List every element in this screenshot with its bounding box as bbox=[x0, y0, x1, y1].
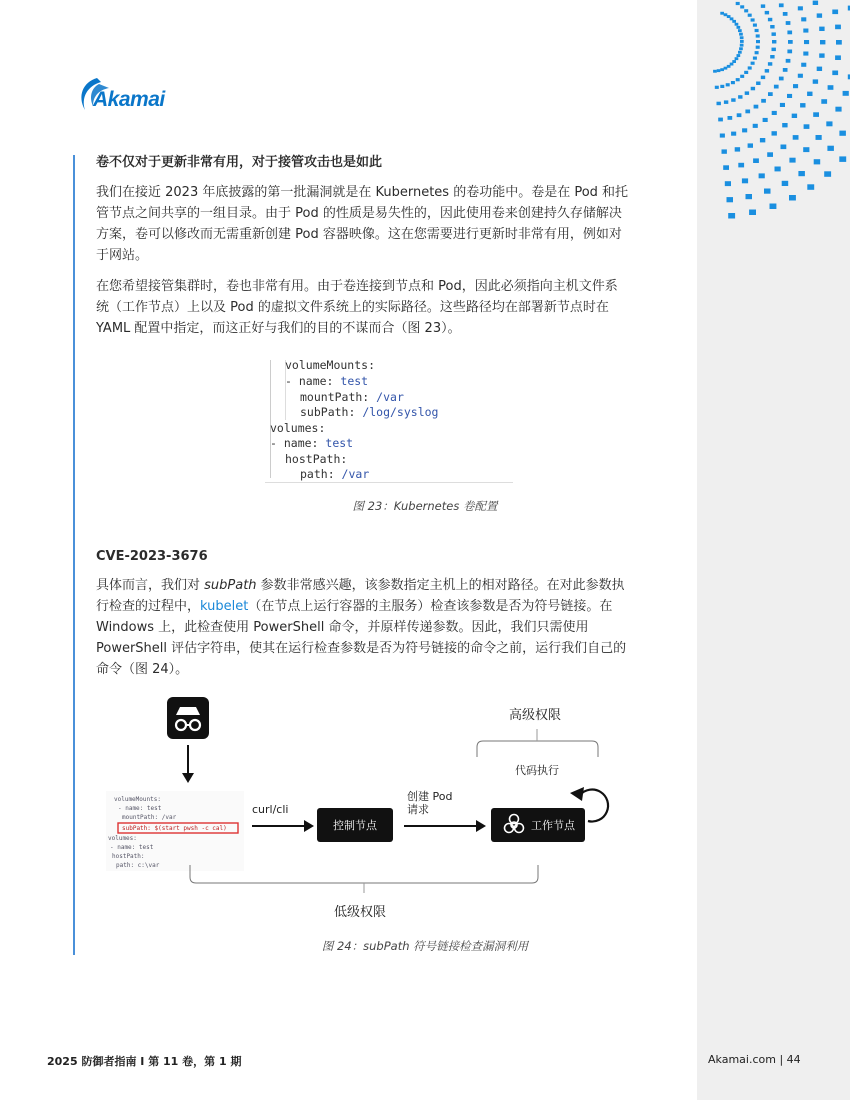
decor-dot bbox=[835, 107, 841, 112]
akamai-logo-text: Akamai bbox=[93, 88, 165, 111]
decor-dot bbox=[789, 195, 796, 201]
create-pod-label-2: 请求 bbox=[407, 803, 429, 816]
decor-dot bbox=[828, 85, 834, 90]
curl-arrow-head bbox=[304, 820, 314, 832]
decor-dot bbox=[783, 12, 788, 16]
decor-dot bbox=[835, 25, 841, 30]
decor-dot bbox=[755, 29, 759, 32]
paragraph-volumes-intro bbox=[96, 182, 661, 266]
create-pod-label: 创建 Pod bbox=[407, 790, 453, 803]
decor-dot bbox=[738, 163, 744, 168]
thumb-code-line: - name: test bbox=[110, 844, 154, 851]
decor-dot bbox=[767, 152, 773, 157]
decor-dot bbox=[744, 9, 748, 12]
footer-publication: 2025 防御者指南 I 第 11 卷，第 1 期 bbox=[47, 1055, 242, 1068]
text-line: 我们在接近 2023 年底披露的第一批漏洞就是在 Kubernetes 的卷功能中。卷是在 Pod 和托 bbox=[96, 185, 629, 200]
decor-dot bbox=[742, 178, 748, 183]
decor-dot bbox=[753, 57, 757, 60]
figure-24-caption: 图 24：subPath 符号链接检查漏洞利用 bbox=[321, 939, 529, 953]
decor-dot bbox=[740, 40, 744, 43]
thumb-code-line: mountPath: /var bbox=[122, 814, 177, 821]
thumb-code-line: subPath: $(start pwsh -c cal) bbox=[122, 825, 227, 832]
decor-dot bbox=[760, 138, 765, 142]
decor-dot bbox=[770, 25, 774, 29]
decor-dot bbox=[739, 47, 743, 50]
decor-dot bbox=[740, 75, 744, 78]
decor-dot bbox=[768, 92, 773, 96]
decor-dot bbox=[843, 91, 849, 96]
thumb-code-line: path: c:\var bbox=[116, 862, 160, 869]
decor-dot bbox=[817, 67, 822, 71]
decor-dot bbox=[724, 67, 728, 70]
decor-dot bbox=[779, 77, 784, 81]
decor-dot bbox=[732, 20, 736, 23]
decor-dot bbox=[821, 99, 827, 104]
decor-dot bbox=[832, 10, 838, 15]
decor-dot bbox=[786, 59, 791, 63]
decor-dot bbox=[735, 57, 739, 60]
text-line: 具体而言，我们对 subPath 参数非常感兴趣，该参数指定主机上的相对路径。在对此参数执 bbox=[96, 578, 625, 593]
decor-dot bbox=[783, 68, 788, 72]
decor-dot bbox=[727, 65, 731, 68]
attacker-spy-icon bbox=[167, 697, 209, 739]
decor-dot bbox=[715, 86, 719, 89]
decor-dot bbox=[720, 134, 725, 138]
code-line: hostPath: bbox=[285, 452, 348, 466]
decor-dot bbox=[742, 128, 747, 132]
decor-dot bbox=[768, 62, 772, 65]
decor-dot bbox=[756, 82, 760, 86]
decor-dot bbox=[738, 95, 742, 99]
code-line: mountPath: /var bbox=[300, 390, 404, 404]
decor-dot bbox=[740, 44, 744, 47]
decor-dot bbox=[745, 91, 749, 95]
decor-dot bbox=[787, 31, 792, 35]
decor-dot bbox=[839, 131, 846, 136]
decor-dot bbox=[798, 171, 805, 176]
decor-dot bbox=[754, 105, 759, 109]
decor-dot bbox=[761, 99, 766, 103]
decor-dot bbox=[744, 71, 748, 74]
control-node-label: 控制节点 bbox=[333, 819, 377, 832]
decor-dot bbox=[782, 123, 787, 127]
decor-dot bbox=[745, 110, 750, 114]
decor-dot bbox=[713, 70, 717, 73]
decor-dot bbox=[804, 40, 809, 44]
decor-dot bbox=[748, 14, 752, 17]
decor-dot bbox=[737, 113, 742, 117]
decor-dot bbox=[720, 68, 724, 71]
figure-24-diagram bbox=[100, 695, 660, 925]
decor-dot bbox=[730, 17, 734, 20]
decor-dot bbox=[717, 69, 721, 72]
decor-dot bbox=[728, 116, 733, 120]
decor-dot bbox=[804, 124, 810, 129]
decor-dot bbox=[740, 36, 744, 39]
decor-dot bbox=[813, 79, 818, 83]
decor-dot bbox=[775, 167, 781, 172]
high-privilege-label: 高级权限 bbox=[508, 708, 562, 723]
self-loop-arrow-head bbox=[570, 787, 584, 801]
text-line: 行检查的过程中，kubelet（在节点上运行容器的主服务）检查该参数是否为符号链接。在 bbox=[96, 599, 613, 614]
decor-dot bbox=[717, 102, 721, 106]
decor-dot bbox=[735, 23, 739, 26]
decor-dot bbox=[738, 51, 742, 54]
paragraph-volumes-takeover bbox=[96, 276, 661, 339]
decor-dot bbox=[763, 118, 768, 122]
decor-dot bbox=[761, 4, 765, 8]
decor-dot bbox=[723, 165, 729, 170]
decor-dot bbox=[786, 21, 791, 25]
decor-dot bbox=[756, 34, 760, 37]
decor-dot bbox=[835, 55, 841, 60]
decor-dot bbox=[732, 60, 736, 63]
figure-23-caption: 图 23：Kubernetes 卷配置 bbox=[352, 499, 498, 513]
decor-dot bbox=[782, 181, 789, 186]
kubelet-link[interactable]: kubelet bbox=[200, 599, 249, 614]
decor-dot bbox=[739, 33, 743, 36]
decor-dot bbox=[751, 18, 755, 21]
decor-dot bbox=[756, 40, 760, 43]
thumb-code-line: volumes: bbox=[108, 835, 137, 842]
text-line: Windows 上，此检查使用 PowerShell 命令，并原样传递参数。因此，我们只需使用 bbox=[96, 620, 589, 635]
decor-dot bbox=[787, 94, 792, 98]
decor-dot bbox=[746, 194, 753, 199]
decor-dot bbox=[788, 40, 793, 44]
decor-dot bbox=[731, 132, 736, 136]
thumb-code-line: - name: test bbox=[118, 805, 162, 812]
decor-dot bbox=[772, 131, 777, 135]
paragraph-cve-details bbox=[96, 575, 661, 680]
decor-dot bbox=[839, 156, 846, 162]
decor-dot bbox=[787, 50, 792, 54]
text-line: 于网站。 bbox=[96, 248, 149, 263]
content-accent-bar bbox=[73, 155, 75, 955]
code-line: subPath: /log/syslog bbox=[300, 405, 439, 419]
decor-dot bbox=[772, 111, 777, 115]
code-line: - name: test bbox=[270, 436, 354, 450]
decor-dot bbox=[724, 13, 728, 16]
decor-dot bbox=[772, 48, 776, 52]
decor-dot bbox=[780, 103, 785, 107]
decor-dot bbox=[798, 74, 803, 78]
decor-dot bbox=[726, 83, 730, 86]
decor-dot bbox=[800, 103, 805, 107]
code-line: - name: test bbox=[285, 374, 369, 388]
decor-dot bbox=[768, 18, 772, 22]
section-heading-cve: CVE-2023-3676 bbox=[96, 549, 208, 564]
decor-dot bbox=[820, 40, 825, 44]
decor-dot bbox=[740, 5, 744, 8]
decor-dot bbox=[793, 84, 798, 88]
decor-dot bbox=[724, 100, 728, 104]
decor-dot bbox=[720, 85, 724, 88]
decor-dot bbox=[753, 158, 759, 163]
create-pod-arrow-head bbox=[476, 820, 486, 832]
decor-dot bbox=[731, 81, 735, 84]
decor-dot bbox=[801, 17, 806, 21]
decor-dot bbox=[722, 149, 727, 153]
decor-dot bbox=[737, 26, 741, 29]
high-privilege-bracket bbox=[477, 741, 598, 757]
decor-dot bbox=[748, 143, 753, 147]
decor-dot bbox=[803, 52, 808, 56]
text-line: 管节点之间共享的一组目录。由于 Pod 的性质是易失性的，因此使用卷来创建持久存储解决 bbox=[96, 206, 622, 221]
decor-dot bbox=[814, 159, 821, 164]
decorative-dot-pattern bbox=[690, 0, 850, 250]
decor-dot bbox=[801, 63, 806, 67]
decor-dot bbox=[718, 118, 723, 122]
decor-dot bbox=[761, 76, 765, 80]
decor-dot bbox=[817, 13, 822, 17]
decor-dot bbox=[824, 171, 831, 177]
decor-dot bbox=[736, 78, 740, 81]
text-line: 统（工作节点）上以及 Pod 的虚拟文件系统上的实际路径。这些路径均在部署新节点时在 bbox=[96, 300, 609, 315]
down-arrow-head bbox=[182, 773, 194, 783]
text-line: 方案，卷可以修改而无需重新创建 Pod 容器映像。这在您需要进行更新时非常有用，例如对 bbox=[96, 227, 622, 242]
decor-dot bbox=[803, 147, 809, 152]
thumb-code-line: hostPath: bbox=[112, 853, 145, 860]
figure-23-code-screenshot bbox=[265, 354, 513, 483]
decor-dot bbox=[748, 66, 752, 69]
decor-dot bbox=[774, 85, 779, 89]
decor-dot bbox=[731, 98, 735, 102]
exploit-code-thumbnail bbox=[106, 791, 244, 871]
decor-dot bbox=[770, 55, 774, 59]
decor-dot bbox=[832, 71, 838, 76]
decor-dot bbox=[816, 135, 822, 140]
footer-page-number: Akamai.com | 44 bbox=[708, 1053, 801, 1066]
decor-dot bbox=[725, 181, 731, 186]
decor-dot bbox=[756, 46, 760, 49]
decor-dot bbox=[781, 145, 787, 150]
curl-cli-label: curl/cli bbox=[252, 803, 289, 816]
decor-dot bbox=[764, 189, 771, 194]
code-gutter-line bbox=[270, 360, 271, 478]
thumb-code-line: volumeMounts: bbox=[114, 796, 161, 803]
text-line: YAML 配置中指定，而这正好与我们的目的不谋而合（图 23）。 bbox=[96, 321, 461, 336]
decor-dot bbox=[753, 24, 757, 27]
decor-dot bbox=[789, 158, 795, 163]
section-heading-volumes: 卷不仅对于更新非常有用，对于接管攻击也是如此 bbox=[96, 155, 383, 170]
decor-dot bbox=[798, 6, 803, 10]
decor-dot bbox=[779, 3, 784, 7]
decor-dot bbox=[793, 135, 799, 140]
decor-dot bbox=[759, 173, 765, 178]
decor-dot bbox=[819, 27, 824, 31]
decor-dot bbox=[720, 12, 724, 15]
decor-dot bbox=[765, 11, 769, 15]
decor-dot bbox=[736, 2, 740, 5]
decor-dot bbox=[819, 53, 824, 57]
decor-dot bbox=[826, 121, 832, 126]
decor-dot bbox=[807, 184, 814, 190]
decor-dot bbox=[728, 213, 735, 219]
decor-dot bbox=[765, 69, 769, 73]
decor-dot bbox=[751, 62, 755, 65]
decor-dot bbox=[827, 146, 834, 151]
decor-dot bbox=[792, 114, 797, 118]
code-execution-label: 代码执行 bbox=[515, 764, 559, 777]
low-privilege-label: 低级权限 bbox=[333, 905, 387, 920]
decor-dot bbox=[803, 29, 808, 33]
decor-dot bbox=[753, 124, 758, 128]
decor-dot bbox=[751, 87, 755, 91]
decor-dot bbox=[737, 54, 741, 57]
decor-dot bbox=[772, 40, 776, 44]
decor-dot bbox=[770, 204, 777, 210]
text-line: 命令（图 24）。 bbox=[96, 662, 189, 677]
decor-dot bbox=[749, 210, 756, 216]
decor-dot bbox=[807, 92, 812, 96]
text-line: PowerShell 评估字符串，使其在运行检查参数是否为符号链接的命令之前，运行我们自己的 bbox=[96, 641, 627, 656]
code-line: volumes: bbox=[270, 421, 326, 435]
text-line: 在您希望接管集群时，卷也非常有用。由于卷连接到节点和 Pod，因此必须指向主机文件系 bbox=[96, 279, 618, 294]
decor-dot bbox=[735, 147, 740, 151]
code-line: volumeMounts: bbox=[285, 358, 376, 372]
decor-dot bbox=[836, 40, 842, 45]
decor-dot bbox=[772, 32, 776, 36]
code-line: path: /var bbox=[300, 467, 370, 481]
decor-dot bbox=[813, 112, 819, 117]
decor-dot bbox=[727, 197, 734, 202]
decor-dot bbox=[738, 29, 742, 32]
worker-node-label: 工作节点 bbox=[531, 819, 575, 832]
decor-dot bbox=[813, 1, 818, 5]
decor-dot bbox=[755, 51, 759, 54]
